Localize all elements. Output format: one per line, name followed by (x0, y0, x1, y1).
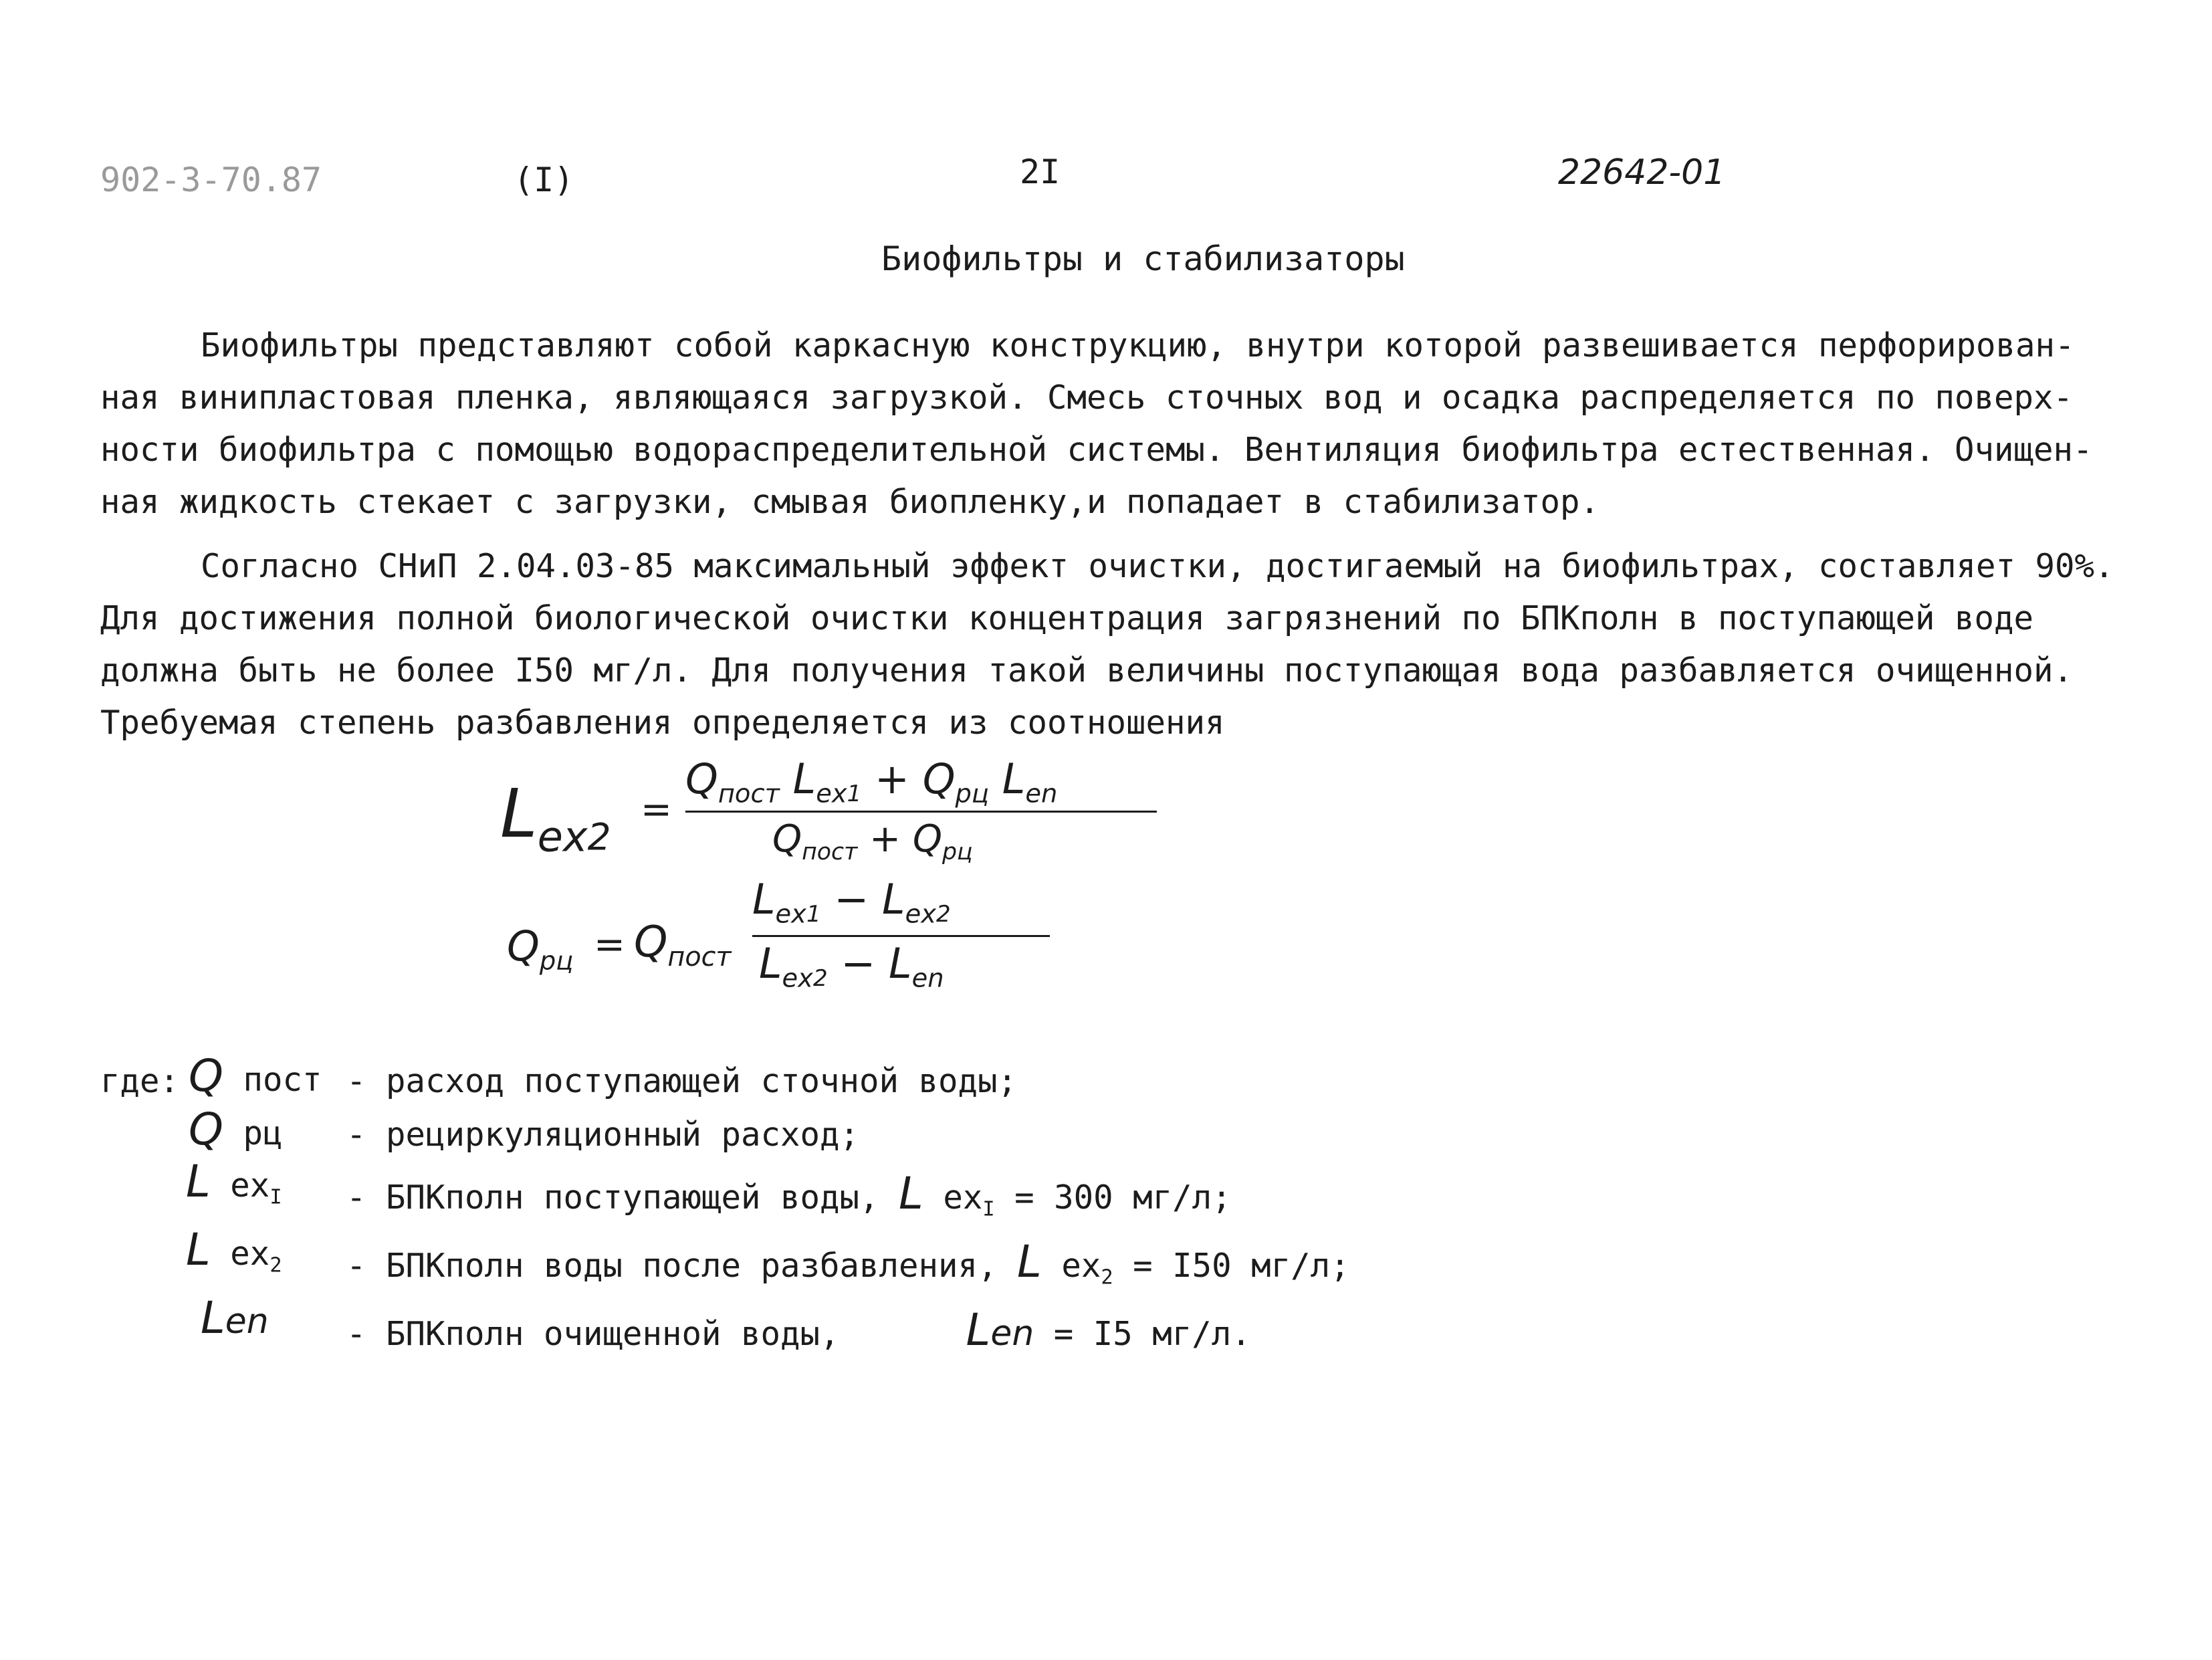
definition-text: - рециркуляционный расход; (346, 1116, 860, 1154)
definition-symbol: Q пост (189, 1050, 322, 1102)
paragraph-2 (100, 540, 2193, 749)
paragraph-line: ная винипластовая пленка, являющаяся загрузкой. Смесь сточных вод и осадка распределяется по поверх- (100, 379, 2074, 417)
formula1-lhs: $L_{ex}2$ (500, 774, 611, 861)
formula2-fraction-bar (752, 935, 1050, 937)
paragraph-line: Согласно СНиП 2.04.03-85 максимальный эффект очистки, достигаемый на биофильтрах, составляет 90%. (201, 547, 2114, 585)
formula2-equals: = (594, 923, 625, 966)
paragraph-line: Требуемая степень разбавления определяется из соотношения (100, 704, 1225, 742)
paragraph-line: ности биофильтра с помощью водораспределительной системы. Вентиляция биофильтра естественная. Очищен- (100, 431, 2093, 469)
where-label: где: (100, 1062, 180, 1100)
paragraph-line: должна быть не более I50 мг/л. Для получения такой величины поступающая вода разбавляется очищенной. (100, 651, 2074, 690)
formula1-fraction-bar (685, 811, 1157, 813)
formula1-equals: = (641, 788, 672, 831)
paragraph-line: Для достижения полной биологической очистки концентрация загрязнений по БПКполн в поступающей воде (100, 599, 2034, 637)
definition-symbol: L $ex_2$ (186, 1224, 282, 1277)
section-title: Биофильтры и стабилизаторы (881, 239, 1405, 278)
definition-text: - БПКполн очищенной воды, Len = I5 мг/л. (346, 1304, 1251, 1356)
formula2-factor: $Q_{пост}$ (634, 918, 732, 972)
formula2-numerator: $L_{ex}1 - L_{ex}2$ (752, 875, 951, 930)
definition-symbol: Len (201, 1292, 269, 1344)
formula2-denominator: $L_{ex}2 - L_{en}$ (759, 939, 944, 994)
definition-symbol: L $ex_I$ (186, 1156, 282, 1209)
paragraph-1 (100, 320, 2193, 528)
definition-text: - БПКполн поступающей воды, L $ex_I = 300$ мг/л; (346, 1168, 1232, 1221)
paragraph-line: Биофильтры представляют собой каркасную конструкцию, внутри которой развешивается перфорирован- (201, 326, 2075, 365)
definition-text: - расход поступающей сточной воды; (346, 1062, 1018, 1100)
doc-number: 902-3-70.87 (100, 161, 322, 199)
definition-text: - БПКполн воды после разбавления, L $ex_2 = I50$ мг/л; (346, 1236, 1350, 1289)
formula1-numerator: $Q_{пост}$ $L_{ex}1 + Q_{рц}$ $L_{en}$ (685, 754, 1058, 809)
paragraph-line: ная жидкость стекает с загрузки, смывая биопленку,и попадает в стабилизатор. (100, 483, 1600, 521)
page-number: 2I (1020, 152, 1061, 191)
formula1-denominator: $Q_{пост} + Q_{рц}$ (772, 817, 973, 866)
project-code: 22642-01 (1558, 152, 1726, 193)
part-number: (I) (514, 161, 574, 199)
formula2-lhs: $Q_{рц}$ (507, 922, 574, 976)
definition-symbol: Q рц (189, 1104, 283, 1155)
